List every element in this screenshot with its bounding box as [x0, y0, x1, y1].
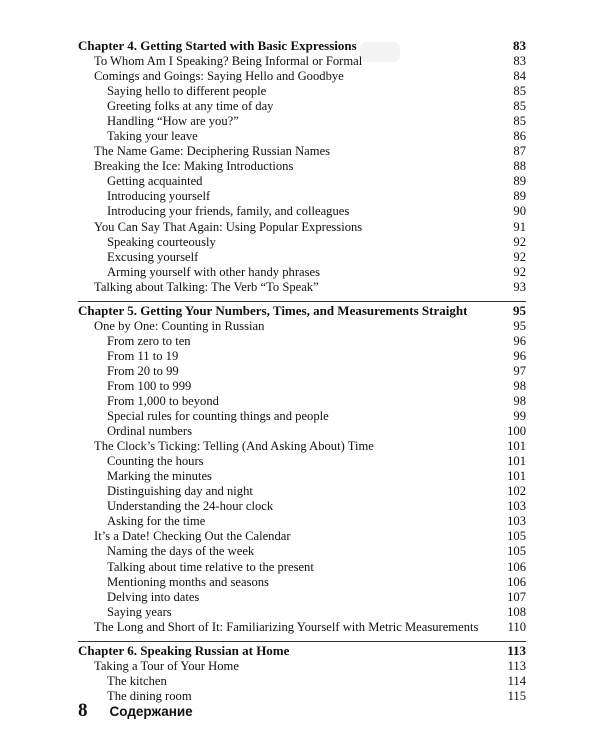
- toc-entry-page: 93: [513, 279, 526, 294]
- toc-entry-page: 83: [513, 54, 526, 68]
- toc-entry-page: 102: [507, 484, 526, 499]
- toc-entry-title: Ordinal numbers: [107, 424, 192, 439]
- toc-entry-title: Talking about Talking: The Verb “To Speak”: [94, 279, 319, 294]
- toc-subsection-entry: [78, 99, 526, 114]
- toc-subsection-entry: [78, 84, 526, 99]
- toc-entry-title: Chapter 6. Speaking Russian at Home: [78, 642, 290, 658]
- toc-subsection-entry: [78, 364, 526, 379]
- toc-entry-page: 113: [507, 642, 526, 658]
- toc-subsection-entry: [78, 174, 526, 189]
- toc-section-entry: [78, 69, 526, 84]
- toc-entry-page: 106: [507, 574, 526, 589]
- toc-entry-page: 97: [513, 363, 526, 378]
- toc-entry-page: 103: [507, 514, 526, 529]
- toc-entry-page: 113: [507, 658, 526, 673]
- toc-entry-page: 92: [513, 249, 526, 264]
- toc-entry-title: Saying years: [107, 604, 172, 619]
- toc-entry-page: 105: [507, 544, 526, 559]
- toc-entry-page: 86: [513, 129, 526, 144]
- page-footer: [78, 700, 193, 722]
- toc-section-entry: [78, 54, 526, 69]
- toc-subsection-entry: [78, 129, 526, 144]
- toc-entry-page: 91: [513, 219, 526, 234]
- toc-section-entry: [78, 529, 526, 544]
- running-footer-label: Содержание: [109, 704, 193, 719]
- toc-entry-title: Distinguishing day and night: [107, 484, 253, 499]
- toc-subsection-entry: [78, 514, 526, 529]
- toc-subsection-entry: [78, 575, 526, 590]
- toc-section-entry: [78, 280, 526, 295]
- toc-entry-page: 85: [513, 114, 526, 129]
- toc-entry-title: Handling “How are you?”: [107, 114, 239, 129]
- toc-subsection-entry: [78, 499, 526, 514]
- toc-entry-page: 96: [513, 333, 526, 348]
- toc-entry-page: 98: [513, 393, 526, 408]
- toc-entry-title: Introducing yourself: [107, 189, 211, 204]
- toc-entry-title: Getting acquainted: [107, 174, 203, 189]
- toc-entry-title: The kitchen: [107, 673, 167, 688]
- toc-entry-title: Comings and Goings: Saying Hello and Goodbye: [94, 69, 344, 84]
- toc-entry-title: You Can Say That Again: Using Popular Expressions: [94, 219, 363, 234]
- toc-subsection-entry: [78, 334, 526, 349]
- toc-entry-title: Introducing your friends, family, and colleagues: [107, 204, 350, 219]
- toc-entry-title: Speaking courteously: [107, 234, 216, 249]
- toc-entry-page: 114: [507, 673, 526, 688]
- toc-entry-title: The dining room: [107, 688, 192, 703]
- toc-subsection-entry: [78, 379, 526, 394]
- toc-entry-title: The Long and Short of It: Familiarizing Yourself with Metric Measurements: [94, 619, 479, 634]
- toc-chapter-heading: [78, 301, 526, 319]
- toc-entry-page: 85: [513, 84, 526, 99]
- toc-entry-title: From zero to ten: [107, 333, 191, 348]
- toc-section-entry: [78, 659, 526, 674]
- toc-entry-title: Talking about time relative to the present: [107, 559, 314, 574]
- toc-section-entry: [78, 220, 526, 235]
- toc-entry-page: 83: [513, 38, 526, 53]
- toc-entry-page: 106: [507, 559, 526, 574]
- toc-entry-title: Taking your leave: [107, 129, 198, 144]
- toc-chapter-heading: [78, 641, 526, 659]
- toc-subsection-entry: [78, 114, 526, 129]
- toc-entry-page: 95: [513, 302, 526, 318]
- toc-subsection-entry: [78, 544, 526, 559]
- toc-entry-page: 105: [507, 529, 526, 544]
- toc-entry-title: Chapter 5. Getting Your Numbers, Times, and Measurements Straight: [78, 302, 468, 318]
- toc-entry-page: 101: [507, 469, 526, 484]
- toc-subsection-entry: [78, 204, 526, 219]
- toc-entry-page: 92: [513, 264, 526, 279]
- toc-entry-page: 87: [513, 144, 526, 159]
- toc-entry-title: It’s a Date! Checking Out the Calendar: [94, 529, 291, 544]
- toc-section-entry: [78, 159, 526, 174]
- toc-entry-title: Saying hello to different people: [107, 84, 267, 99]
- toc-entry-title: From 20 to 99: [107, 363, 179, 378]
- toc-entry-title: Naming the days of the week: [107, 544, 255, 559]
- toc-subsection-entry: [78, 424, 526, 439]
- toc-subsection-entry: [78, 469, 526, 484]
- toc-entry-title: From 11 to 19: [107, 348, 179, 363]
- toc-subsection-entry: [78, 250, 526, 265]
- toc-entry-page: 110: [507, 619, 526, 634]
- toc-entry-page: 85: [513, 99, 526, 114]
- toc-entry-page: 96: [513, 348, 526, 363]
- toc-entry-page: 88: [513, 159, 526, 174]
- toc-entry-page: 100: [507, 424, 526, 439]
- toc-entry-title: Understanding the 24-hour clock: [107, 499, 274, 514]
- toc-entry-page: 92: [513, 234, 526, 249]
- toc-entry-page: 107: [507, 589, 526, 604]
- toc-subsection-entry: [78, 674, 526, 689]
- page-number: 8: [78, 700, 88, 721]
- toc-subsection-entry: [78, 265, 526, 280]
- toc-entry-title: Delving into dates: [107, 589, 200, 604]
- toc-subsection-entry: [78, 560, 526, 575]
- toc-entry-page: 108: [507, 604, 526, 619]
- toc-entry-title: The Clock’s Ticking: Telling (And Asking About) Time: [94, 439, 374, 454]
- toc-subsection-entry: [78, 484, 526, 499]
- toc-section-entry: [78, 319, 526, 334]
- toc-subsection-entry: [78, 189, 526, 204]
- toc-entry-title: Mentioning months and seasons: [107, 574, 269, 589]
- toc-entry-title: Excusing yourself: [107, 249, 199, 264]
- toc-entry-title: Breaking the Ice: Making Introductions: [94, 159, 294, 174]
- toc-entry-page: 103: [507, 499, 526, 514]
- toc-entry-title: Asking for the time: [107, 514, 206, 529]
- toc-entry-title: From 100 to 999: [107, 378, 192, 393]
- toc-entry-title: Arming yourself with other handy phrases: [107, 264, 320, 279]
- toc-entry-page: 95: [513, 318, 526, 333]
- toc-entry-page: 115: [507, 688, 526, 703]
- toc-entry-page: 89: [513, 174, 526, 189]
- toc-entry-page: 101: [507, 454, 526, 469]
- toc-subsection-entry: [78, 605, 526, 620]
- toc-subsection-entry: [78, 409, 526, 424]
- toc-entry-title: Special rules for counting things and people: [107, 409, 329, 424]
- toc-entry-page: 98: [513, 378, 526, 393]
- toc-subsection-entry: [78, 394, 526, 409]
- toc-entry-title: Counting the hours: [107, 454, 204, 469]
- toc-entry-title: Greeting folks at any time of day: [107, 99, 274, 114]
- toc-entry-page: 84: [513, 69, 526, 84]
- toc-section-entry: [78, 620, 526, 635]
- table-of-contents: [78, 38, 526, 704]
- toc-entry-page: 90: [513, 204, 526, 219]
- toc-entry-title: Taking a Tour of Your Home: [94, 658, 239, 673]
- toc-subsection-entry: [78, 454, 526, 469]
- toc-entry-title: Marking the minutes: [107, 469, 212, 484]
- toc-entry-title: From 1,000 to beyond: [107, 393, 219, 408]
- toc-section-entry: [78, 144, 526, 159]
- toc-section-entry: [78, 439, 526, 454]
- toc-chapter-heading: [78, 38, 526, 54]
- toc-entry-page: 99: [513, 409, 526, 424]
- toc-subsection-entry: [78, 235, 526, 250]
- toc-entry-title: To Whom Am I Speaking? Being Informal or Formal: [94, 54, 363, 68]
- toc-entry-title: The Name Game: Deciphering Russian Names: [94, 144, 331, 159]
- toc-subsection-entry: [78, 590, 526, 605]
- toc-subsection-entry: [78, 349, 526, 364]
- toc-entry-title: Chapter 4. Getting Started with Basic Expressions: [78, 38, 357, 53]
- toc-entry-page: 101: [507, 439, 526, 454]
- toc-entry-title: One by One: Counting in Russian: [94, 318, 265, 333]
- toc-entry-page: 89: [513, 189, 526, 204]
